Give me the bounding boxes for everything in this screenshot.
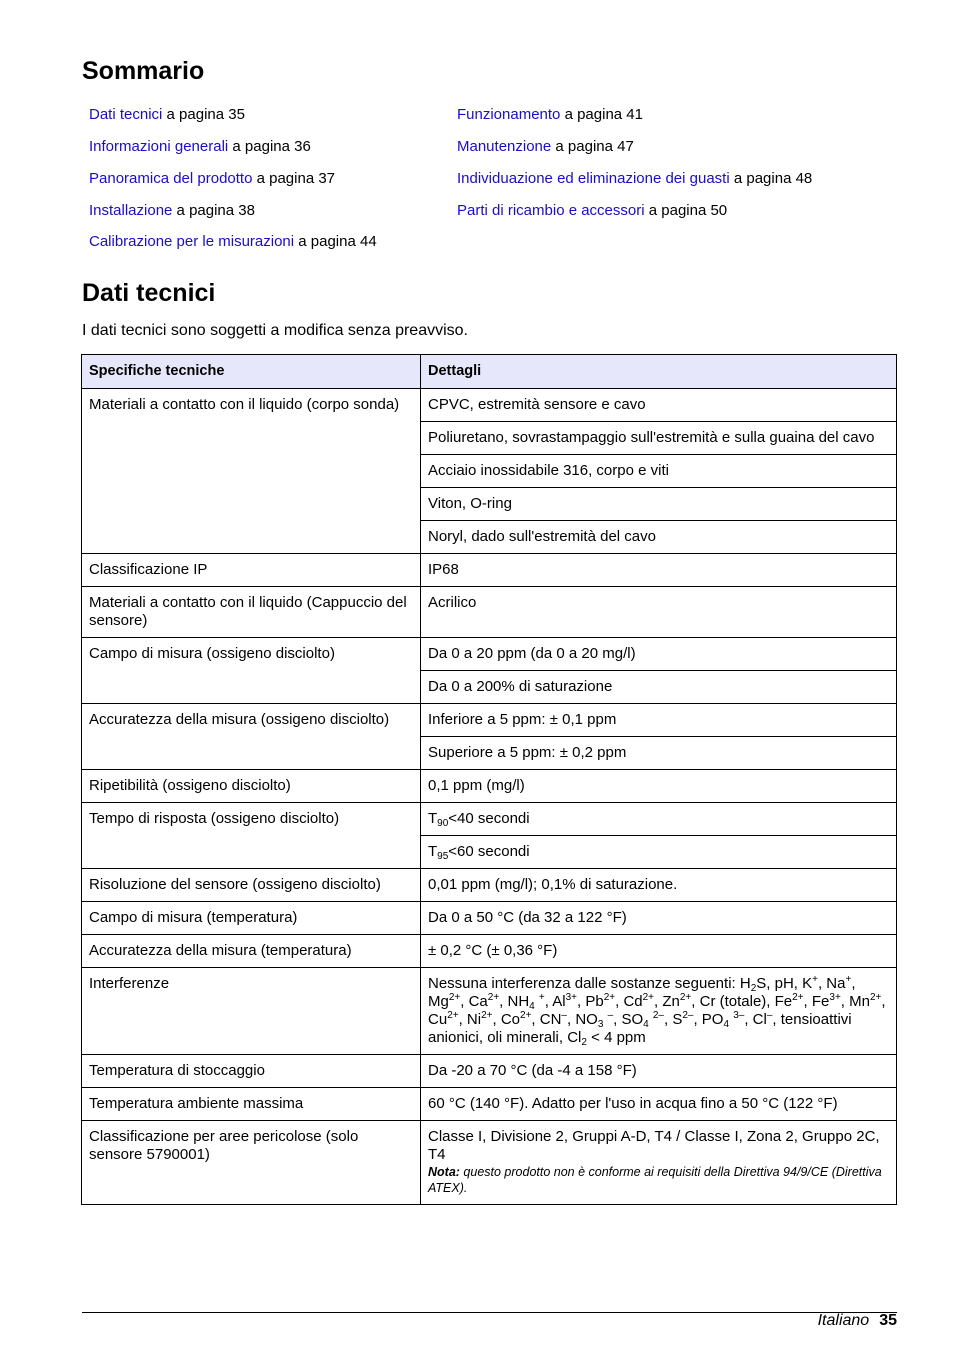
spec-detail-cell <box>421 770 897 803</box>
table-row <box>82 704 897 737</box>
detail-text: Da 0 a 200% di saturazione <box>428 678 613 695</box>
specs-table <box>81 354 897 1205</box>
detail-text: , Co <box>492 1011 521 1028</box>
detail-text: , Pb <box>577 993 604 1010</box>
superscript-text: 2+ <box>642 992 655 1003</box>
superscript-text: 3+ <box>565 992 578 1003</box>
spec-detail-cell <box>421 1088 897 1121</box>
detail-text: IP68 <box>428 561 459 578</box>
table-row <box>82 389 897 422</box>
detail-text: <40 secondi <box>448 810 530 827</box>
spec-detail-cell <box>421 968 897 1055</box>
detail-text: , NH <box>499 993 530 1010</box>
table-row <box>82 638 897 671</box>
table-row <box>82 935 897 968</box>
superscript-text: 3– <box>733 1010 745 1021</box>
spec-detail-cell <box>421 422 897 455</box>
spec-name-cell: Interferenze <box>82 968 421 1055</box>
toc-link[interactable]: Manutenzione <box>457 138 552 155</box>
spec-detail-cell <box>421 587 897 638</box>
detail-text: , SO <box>613 1011 644 1028</box>
note-text <box>428 1164 889 1196</box>
table-row <box>82 803 897 836</box>
toc-page: a pagina 50 <box>644 202 728 219</box>
table-row <box>82 1121 897 1205</box>
superscript-text: 2+ <box>679 992 692 1003</box>
spec-name-cell: Risoluzione del sensore (ossigeno disciolto) <box>82 869 421 902</box>
subscript-text: 2 <box>750 983 757 994</box>
toc-page: a pagina 47 <box>551 138 634 155</box>
detail-text: S, pH, K <box>756 975 813 992</box>
table-row <box>82 968 897 1055</box>
spec-name-cell: Materiali a contatto con il liquido (Cappuccio del sensore) <box>82 587 421 638</box>
spec-name-cell: Classificazione IP <box>82 554 421 587</box>
detail-text: Da -20 a 70 °C (da -4 a 158 °F) <box>428 1062 637 1079</box>
toc-link[interactable]: Installazione <box>89 202 173 219</box>
table-row <box>82 554 897 587</box>
superscript-text: 2– <box>652 1010 664 1021</box>
spec-detail-cell <box>421 704 897 737</box>
detail-text: Nessuna interferenza dalle sostanze seguenti: H <box>428 975 751 992</box>
toc-page: a pagina 36 <box>228 138 311 155</box>
spec-name-cell: Accuratezza della misura (ossigeno disciolto) <box>82 704 421 770</box>
toc-link[interactable]: Panoramica del prodotto <box>89 170 253 187</box>
spec-detail-cell <box>421 488 897 521</box>
table-row <box>82 1088 897 1121</box>
detail-text: Inferiore a 5 ppm: ± 0,1 ppm <box>428 711 617 728</box>
subscript-text: 4 <box>529 1001 535 1012</box>
superscript-text: 2+ <box>447 1010 459 1021</box>
table-row <box>82 902 897 935</box>
detail-text: Da 0 a 50 °C (da 32 a 122 °F) <box>428 909 627 926</box>
toc-page: a pagina 37 <box>252 170 336 187</box>
table-row <box>82 587 897 638</box>
detail-text: , Al <box>544 993 566 1010</box>
toc-page: a pagina 38 <box>172 202 255 219</box>
spec-detail-cell <box>421 554 897 587</box>
detail-text: , Fe <box>803 993 830 1010</box>
detail-text: Acrilico <box>428 594 477 611</box>
superscript-text: 2+ <box>869 992 882 1003</box>
superscript-text: – <box>561 1010 567 1021</box>
detail-text: , tensioattivi anionici, oli minerali, Cl <box>428 1011 852 1046</box>
spec-name-cell: Classificazione per aree pericolose (solo sensore 5790001) <box>82 1121 421 1205</box>
detail-text: , S <box>664 1011 683 1028</box>
detail-text: Classe I, Divisione 2, Gruppi A-D, T4 / Classe I, Zona 2, Gruppo 2C, T4 <box>428 1128 880 1163</box>
table-row <box>82 1055 897 1088</box>
section-title: Dati tecnici <box>82 279 216 307</box>
spec-name-cell: Temperatura ambiente massima <box>82 1088 421 1121</box>
detail-text: Da 0 a 20 ppm (da 0 a 20 mg/l) <box>428 645 636 662</box>
toc-link[interactable]: Informazioni generali <box>89 138 229 155</box>
detail-text: 0,01 ppm (mg/l); 0,1% di saturazione. <box>428 876 678 893</box>
page-footer <box>818 1312 897 1330</box>
superscript-text: 2+ <box>603 992 616 1003</box>
spec-detail-cell <box>421 737 897 770</box>
toc-item <box>457 202 727 220</box>
note-label: Nota: <box>428 1165 460 1179</box>
detail-text: , Cr (totale), Fe <box>691 993 793 1010</box>
toc-link[interactable]: Dati tecnici <box>89 106 163 123</box>
spec-detail-cell <box>421 671 897 704</box>
subscript-text: 4 <box>723 1019 730 1030</box>
toc-item <box>89 138 311 156</box>
detail-text: , Na <box>817 975 846 992</box>
spec-detail-cell <box>421 1055 897 1088</box>
superscript-text: 2+ <box>448 992 461 1003</box>
toc-page: a pagina 41 <box>560 106 643 123</box>
toc-item <box>89 202 255 220</box>
toc-item <box>457 170 812 188</box>
superscript-text: + <box>812 974 818 985</box>
superscript-text: + <box>538 992 545 1003</box>
table-body <box>82 389 897 1205</box>
superscript-text: 2+ <box>481 1010 493 1021</box>
toc-item <box>457 138 634 156</box>
detail-text: , NO <box>566 1011 598 1028</box>
detail-text: Viton, O-ring <box>428 495 512 512</box>
detail-text: , Cd <box>615 993 643 1010</box>
subscript-text: 3 <box>597 1019 604 1030</box>
superscript-text: – <box>766 1010 773 1021</box>
spec-name-cell: Campo di misura (ossigeno disciolto) <box>82 638 421 704</box>
detail-text: Acciaio inossidabile 316, corpo e viti <box>428 462 669 479</box>
detail-text: , Zn <box>654 993 680 1010</box>
detail-text: < 4 ppm <box>586 1029 646 1046</box>
subscript-text: 2 <box>581 1037 587 1048</box>
detail-text: , CN <box>531 1011 562 1028</box>
toc-link[interactable]: Individuazione ed eliminazione dei guasti <box>457 170 730 187</box>
detail-text: 60 °C (140 °F). Adatto per l'uso in acqua fino a 50 °C (122 °F) <box>428 1095 838 1112</box>
note-body: questo prodotto non è conforme ai requisiti della Direttiva 94/9/CE (Direttiva ATEX). <box>428 1165 882 1195</box>
spec-detail-cell <box>421 869 897 902</box>
spec-detail-cell <box>421 455 897 488</box>
detail-text: Poliuretano, sovrastampaggio sull'estremità e sulla guaina del cavo <box>428 429 875 446</box>
table-row <box>82 869 897 902</box>
superscript-text: 3+ <box>829 992 841 1003</box>
detail-text: ± 0,2 °C (± 0,36 °F) <box>428 942 558 959</box>
spec-name-cell: Campo di misura (temperatura) <box>82 902 421 935</box>
toc-title: Sommario <box>82 57 205 85</box>
toc-link[interactable]: Calibrazione per le misurazioni <box>89 233 295 250</box>
intro-text: I dati tecnici sono soggetti a modifica senza preavviso. <box>82 322 468 339</box>
detail-text: <60 secondi <box>448 843 530 860</box>
subscript-text: 4 <box>643 1019 649 1030</box>
spec-detail-cell <box>421 521 897 554</box>
detail-text: T <box>428 810 438 827</box>
spec-name-cell: Accuratezza della misura (temperatura) <box>82 935 421 968</box>
toc-page: a pagina 35 <box>162 106 245 123</box>
detail-text: Superiore a 5 ppm: ± 0,2 ppm <box>428 744 627 761</box>
spec-name-cell: Tempo di risposta (ossigeno disciolto) <box>82 803 421 869</box>
spec-name-cell: Ripetibilità (ossigeno disciolto) <box>82 770 421 803</box>
detail-text: 0,1 ppm (mg/l) <box>428 777 525 794</box>
superscript-text: 2+ <box>792 992 804 1003</box>
superscript-text: 2– <box>682 1010 694 1021</box>
toc-page: a pagina 44 <box>294 233 377 250</box>
spec-detail-cell <box>421 638 897 671</box>
table-header-row <box>82 355 897 389</box>
toc-link[interactable]: Funzionamento <box>457 106 561 123</box>
spec-name-cell: Temperatura di stoccaggio <box>82 1055 421 1088</box>
footer-divider <box>82 1312 897 1313</box>
detail-text: T <box>428 843 438 860</box>
toc-page: a pagina 48 <box>729 170 813 187</box>
spec-name-cell: Materiali a contatto con il liquido (corpo sonda) <box>82 389 421 554</box>
spec-detail-cell <box>421 1121 897 1205</box>
page-number: 35 <box>879 1312 897 1329</box>
footer-language: Italiano <box>817 1312 870 1329</box>
toc-item <box>89 106 245 124</box>
subscript-text: 95 <box>437 851 449 862</box>
detail-text: , Cu <box>428 993 886 1028</box>
superscript-text: 2+ <box>520 1010 532 1021</box>
detail-text: , Cl <box>744 1011 767 1028</box>
detail-text: , Mg <box>428 975 856 1010</box>
detail-text: , PO <box>693 1011 724 1028</box>
superscript-text: – <box>607 1010 614 1021</box>
detail-text: CPVC, estremità sensore e cavo <box>428 396 646 413</box>
toc-item <box>89 170 335 188</box>
detail-text: , Mn <box>840 993 870 1010</box>
column-header: Specifiche tecniche <box>82 355 421 389</box>
detail-text: Noryl, dado sull'estremità del cavo <box>428 528 656 545</box>
superscript-text: + <box>845 974 852 985</box>
spec-detail-cell <box>421 935 897 968</box>
spec-detail-cell <box>421 836 897 869</box>
subscript-text: 90 <box>437 818 449 829</box>
detail-text: , Ni <box>458 1011 482 1028</box>
toc-link[interactable]: Parti di ricambio e accessori <box>457 202 645 219</box>
spec-detail-cell <box>421 389 897 422</box>
spec-detail-cell <box>421 803 897 836</box>
table-row <box>82 770 897 803</box>
toc-item <box>457 106 643 124</box>
superscript-text: 2+ <box>487 992 500 1003</box>
toc-item <box>89 233 377 251</box>
column-header: Dettagli <box>421 355 897 389</box>
spec-detail-cell <box>421 902 897 935</box>
detail-text: , Ca <box>460 993 488 1010</box>
